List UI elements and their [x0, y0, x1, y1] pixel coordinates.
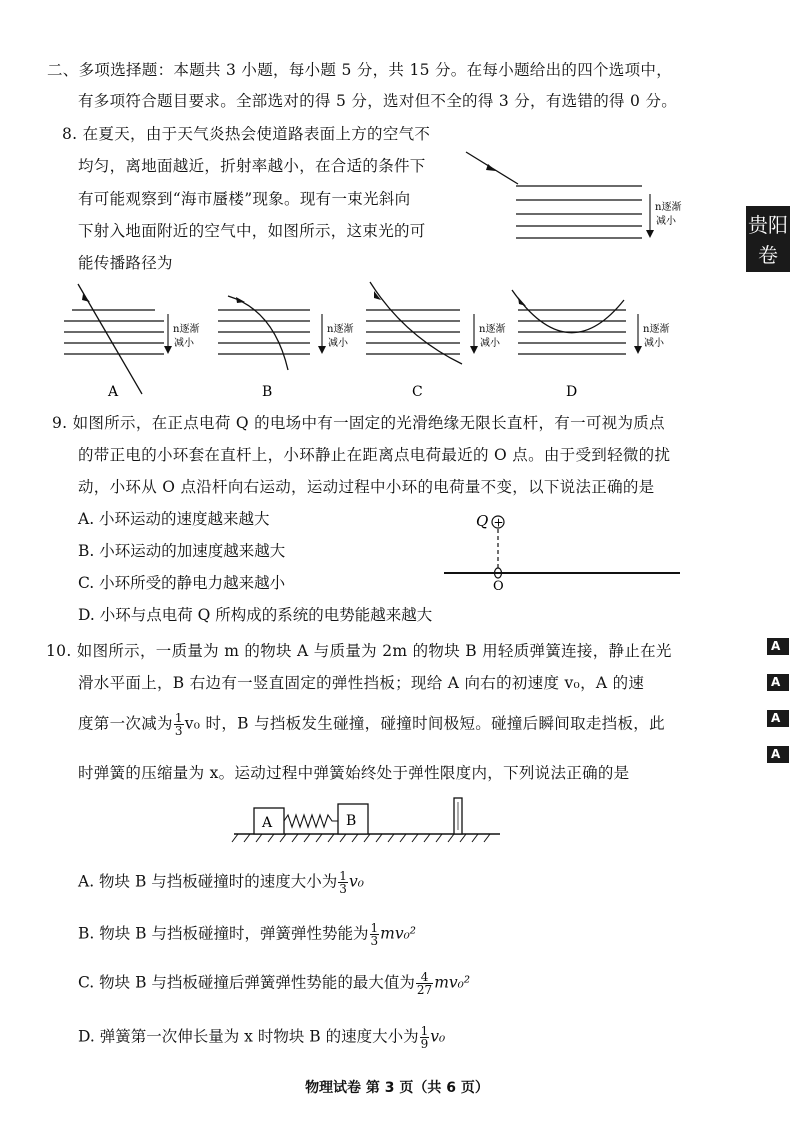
q10-text-line1: 10. 如图所示，一质量为 m 的物块 A 与质量为 2m 的物块 B 用轻质弹簧连接，静止在光	[46, 642, 672, 660]
spring	[284, 815, 338, 827]
q8-figure-d	[512, 290, 669, 354]
section-header-line1: 二、多项选择题：本题共 3 小题，每小题 5 分，共 15 分。在每小题给出的四个选项中，	[47, 61, 673, 79]
q8-main-figure	[460, 146, 700, 246]
block-a-label: A	[262, 815, 273, 831]
q8-text-line2: 均匀，离地面越近，折射率越小，在合适的条件下	[78, 157, 426, 175]
q8-figure-a	[64, 284, 199, 394]
q8-text-line1: 8. 在夏天，由于天气炎热会使道路表面上方的空气不	[62, 125, 431, 143]
plus-sign: +	[493, 515, 504, 530]
q10-text-line4: 时弹簧的压缩量为 x。运动过程中弹簧始终处于弹性限度内，下列说法正确的是	[78, 764, 630, 782]
svg-text:减小: 减小	[644, 338, 664, 349]
q8-text-line5: 能传播路径为	[78, 254, 173, 272]
q8-option-a-label: A	[108, 384, 119, 400]
svg-text:n逐渐: n逐渐	[643, 324, 670, 335]
q9-option-b[interactable]: B. 小环运动的加速度越来越大	[78, 542, 286, 560]
q10-option-d[interactable]: D. 弹簧第一次伸长量为 x 时物块 B 的速度大小为 $\frac{1}{9}$ v₀	[78, 1024, 446, 1051]
q9-option-c[interactable]: C. 小环所受的静电力越来越小	[78, 574, 286, 592]
q9-figure	[440, 508, 690, 594]
q8-text-line4: 下射入地面附近的空气中，如图所示，这束光的可	[78, 222, 426, 240]
q8-option-d-label: D	[566, 384, 578, 400]
q9-text-line2: 的带正电的小环套在直杆上，小环静止在距离点电荷最近的 O 点。由于受到轻微的扰	[78, 446, 671, 464]
q8-option-c-label: C	[412, 384, 423, 400]
q10-figure	[230, 794, 510, 848]
point-o-label: O	[493, 579, 504, 594]
answer-marker: A	[767, 674, 789, 691]
fraction-one-third: $\frac{1}{3}$	[174, 711, 183, 738]
charge-q-label: Q	[476, 512, 489, 530]
svg-text:n逐渐: n逐渐	[327, 324, 354, 335]
q8-option-figures	[60, 280, 740, 404]
q9-text-line3: 动，小环从 O 点沿杆向右运动，运动过程中小环的电荷量不变，以下说法正确的是	[78, 478, 655, 496]
answer-marker: A	[767, 638, 789, 655]
q9-option-d[interactable]: D. 小环与点电荷 Q 所构成的系统的电势能越来越大	[78, 606, 433, 624]
svg-text:减小: 减小	[480, 338, 500, 349]
answer-marker: A	[767, 746, 789, 763]
region-side-tab: 贵阳 卷	[746, 206, 790, 272]
fig-label-top: n逐渐	[655, 202, 682, 213]
down-arrow-icon	[646, 230, 654, 238]
q10-option-b[interactable]: B. 物块 B 与挡板碰撞时，弹簧弹性势能为 $\frac{1}{3}$ mv₀²	[78, 921, 417, 948]
q9-option-a[interactable]: A. 小环运动的速度越来越大	[78, 510, 270, 528]
q10-option-a[interactable]: A. 物块 B 与挡板碰撞时的速度大小为 $\frac{1}{3}$ v₀	[78, 869, 364, 896]
svg-text:n逐渐: n逐渐	[479, 324, 506, 335]
q10-option-c[interactable]: C. 物块 B 与挡板碰撞后弹簧弹性势能的最大值为 $\frac{4}{27}$ mv₀²	[78, 970, 471, 997]
fig-label-bottom: 减小	[656, 216, 676, 227]
block-b-label: B	[346, 813, 357, 829]
q8-option-b-label: B	[262, 384, 273, 400]
svg-text:n逐渐: n逐渐	[173, 324, 200, 335]
q8-figure-c	[366, 282, 505, 364]
answer-marker: A	[767, 710, 789, 727]
page-footer: 物理试卷 第 3 页（共 6 页）	[305, 1080, 489, 1096]
svg-text:减小: 减小	[328, 338, 348, 349]
q8-figure-b	[218, 296, 353, 370]
q8-text-line3: 有可能观察到“海市蜃楼”现象。现有一束光斜向	[78, 190, 411, 208]
section-header-line2: 有多项符合题目要求。全部选对的得 5 分，选对但不全的得 3 分，有选错的得 0 分。	[78, 92, 678, 110]
svg-text:减小: 减小	[174, 338, 194, 349]
q9-text-line1: 9. 如图所示，在正点电荷 Q 的电场中有一固定的光滑绝缘无限长直杆，有一可视为质点	[52, 414, 665, 432]
q10-text-line2: 滑水平面上，B 右边有一竖直固定的弹性挡板；现给 A 向右的初速度 v₀，A 的速	[78, 674, 645, 692]
q10-text-line3: 度第一次减为 $\frac{1}{3}$ v₀ 时，B 与挡板发生碰撞，碰撞时间极短。碰撞后瞬间取走挡板，此	[78, 711, 665, 738]
